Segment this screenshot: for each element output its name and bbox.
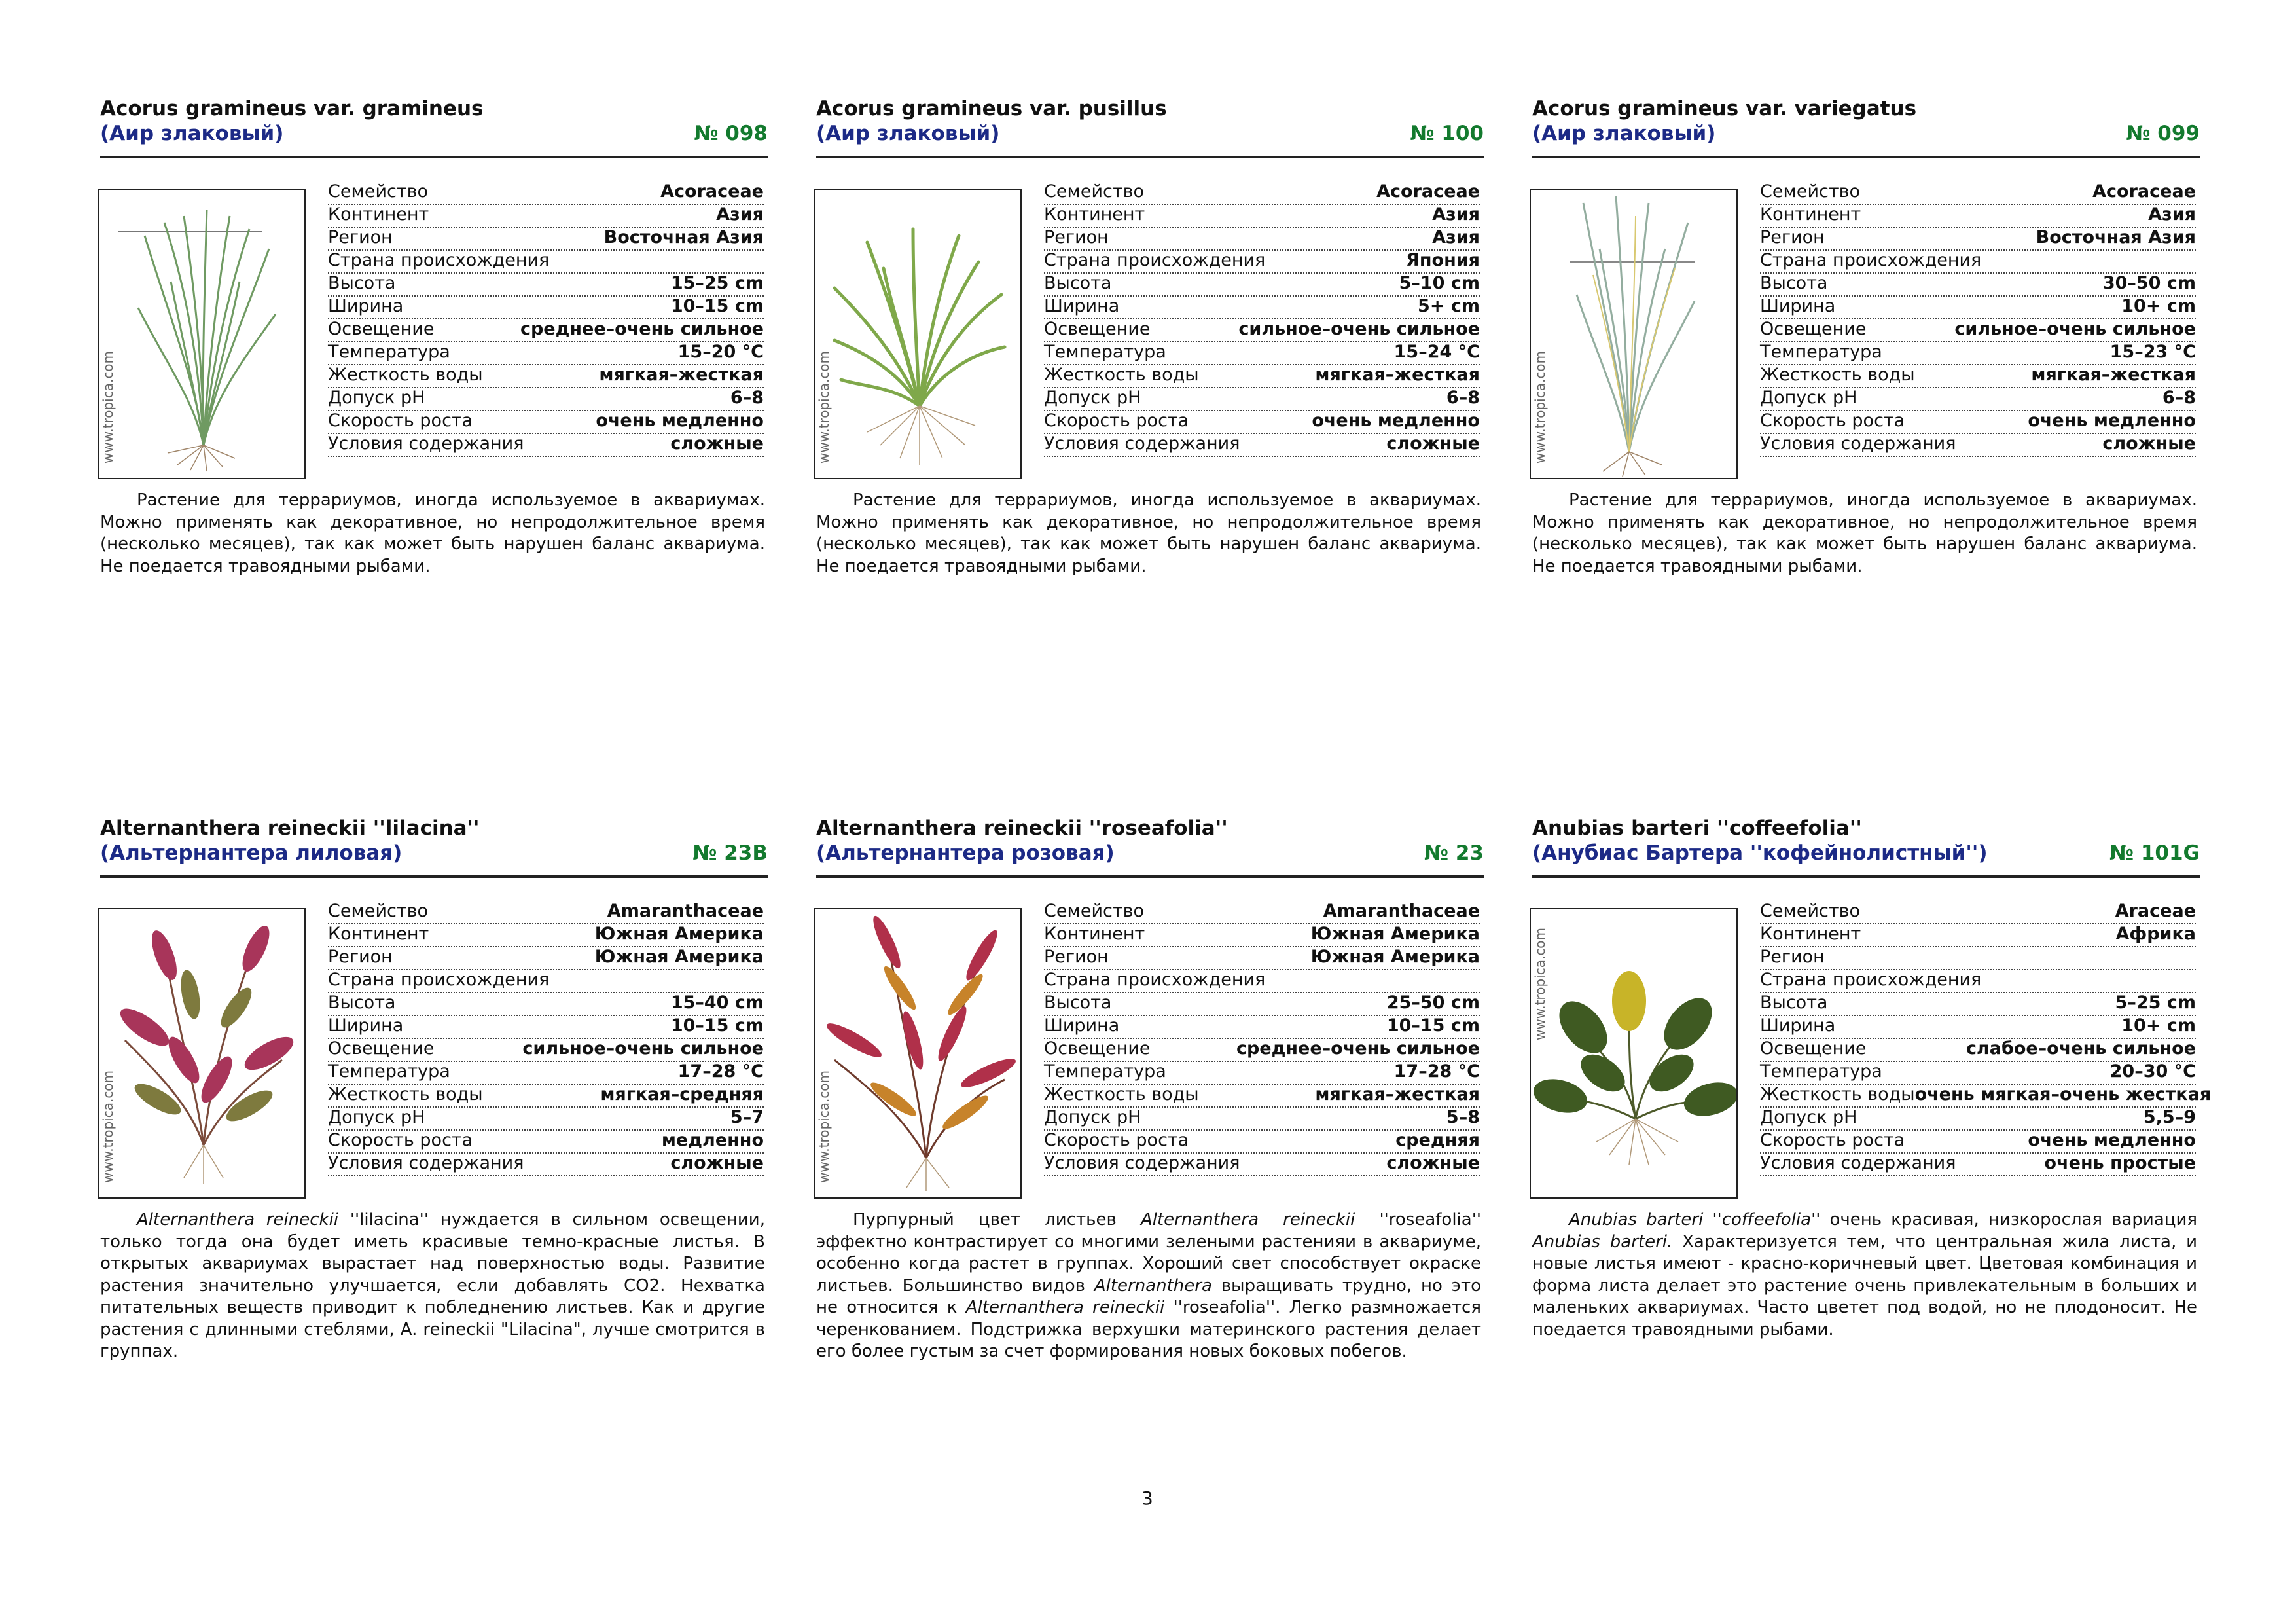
fact-label: Жесткость воды: [328, 365, 483, 385]
fact-value: Восточная Азия: [603, 227, 764, 247]
fact-value: 15–20 °C: [677, 342, 764, 362]
fact-value: очень простые: [2044, 1153, 2196, 1173]
fact-label: Регион: [1044, 227, 1109, 247]
fact-row: [1044, 1016, 1480, 1039]
fact-label: Ширина: [1760, 296, 1836, 316]
fact-label: Температура: [1044, 1061, 1166, 1082]
fact-row: [328, 342, 764, 365]
fact-row: [328, 1154, 764, 1176]
fact-label: Жесткость воды: [1760, 1084, 1915, 1104]
fact-value: 5–7: [730, 1107, 764, 1127]
plant-card: [816, 815, 1484, 1361]
fact-value: Южная Америка: [1310, 924, 1480, 944]
fact-label: Регион: [1760, 947, 1825, 967]
latin-name: Alternanthera reineckii ''lilacina'': [100, 816, 480, 840]
fact-row: [328, 205, 764, 228]
fact-value: среднее–очень сильное: [520, 319, 764, 339]
fact-row: [328, 1085, 764, 1108]
watermark: www.tropica.com: [816, 350, 832, 464]
fact-value: сложные: [2102, 433, 2196, 454]
fact-row: [1044, 993, 1480, 1016]
title-row: [100, 122, 768, 158]
plant-photo: [98, 189, 306, 479]
title-row: [100, 841, 768, 878]
fact-row: [328, 365, 764, 388]
fact-row: [328, 924, 764, 947]
plant-photo: [814, 908, 1022, 1199]
fact-label: Скорость роста: [1044, 1130, 1189, 1150]
fact-label: Высота: [328, 993, 396, 1013]
fact-label: Семейство: [1760, 901, 1860, 921]
fact-value: слабое–очень сильное: [1965, 1038, 2196, 1059]
facts-table: [1760, 182, 2196, 457]
fact-label: Континент: [1044, 924, 1145, 944]
plant-photo: [814, 189, 1022, 479]
fact-value: Восточная Азия: [2036, 227, 2196, 247]
fact-row: [1044, 251, 1480, 274]
fact-value: 5–10 cm: [1399, 273, 1480, 293]
description-italic: Alternanthera reineckii: [965, 1298, 1165, 1317]
fact-label: Скорость роста: [1044, 410, 1189, 431]
fact-value: мягкая–жесткая: [1315, 365, 1480, 385]
description-italic: Anubias barteri ''coffeefolia'': [1569, 1210, 1821, 1230]
fact-value: Южная Америка: [594, 947, 764, 967]
fact-value: 15–25 cm: [670, 273, 764, 293]
fact-value: очень медленно: [1312, 410, 1480, 431]
fact-value: Африка: [2115, 924, 2196, 944]
fact-value: сложные: [670, 433, 764, 454]
fact-value: 10–15 cm: [670, 296, 764, 316]
fact-row: [1760, 970, 2196, 993]
fact-label: Условия содержания: [1760, 433, 1956, 454]
grass-plant-illustration: [99, 190, 304, 478]
fact-row: [1760, 182, 2196, 205]
fact-label: Семейство: [1760, 181, 1860, 202]
russian-name: (Альтернантера розовая): [816, 841, 1115, 865]
fact-label: Освещение: [1044, 319, 1151, 339]
fact-value: 20–30 °C: [2109, 1061, 2196, 1082]
fact-label: Условия содержания: [1760, 1153, 1956, 1173]
fact-value: сложные: [670, 1153, 764, 1173]
fact-value: Южная Америка: [1310, 947, 1480, 967]
fact-row: [1044, 342, 1480, 365]
fact-row: [1044, 434, 1480, 457]
fact-label: Жесткость воды: [1044, 1084, 1199, 1104]
description: [100, 1209, 765, 1363]
plant-card: [100, 815, 768, 1361]
fact-value: Acoraceae: [660, 181, 764, 202]
description-italic: Alternanthera reineckii: [1140, 1210, 1355, 1230]
fact-label: Ширина: [328, 296, 404, 316]
fact-value: сложные: [1386, 433, 1480, 454]
fact-label: Регион: [328, 947, 393, 967]
fact-value: 15–40 cm: [670, 993, 764, 1013]
fact-row: [1760, 228, 2196, 251]
description: Растение для террариумов, иногда используемое в аквариумах. Можно применять как декоративное, но непродолжительное время (несколько месяцев), так как может быть нарушен баланс аквариума. Не поедается травоядными рыбами.: [1532, 490, 2197, 576]
fact-label: Высота: [1760, 993, 1828, 1013]
fact-label: Континент: [328, 924, 429, 944]
fact-label: Допуск pH: [1044, 388, 1141, 408]
fact-label: Страна происхождения: [1760, 970, 1982, 990]
catalog-number: № 23: [1424, 841, 1484, 865]
fact-row: [1044, 365, 1480, 388]
fact-value: 10–15 cm: [1386, 1015, 1480, 1036]
fact-row: [1760, 947, 2196, 970]
fact-value: 17–28 °C: [677, 1061, 764, 1082]
fact-row: [1044, 1154, 1480, 1176]
fact-label: Семейство: [328, 181, 428, 202]
card-body: [100, 158, 768, 576]
fact-label: Ширина: [1760, 1015, 1836, 1036]
fact-row: [1760, 1084, 2212, 1108]
description-text: очень красивая, низкорослая вариация: [1820, 1210, 2197, 1230]
fact-row: [328, 388, 764, 411]
fact-label: Скорость роста: [328, 410, 473, 431]
fact-value: 5+ cm: [1418, 296, 1480, 316]
variegated-grass-illustration: [1531, 190, 1736, 478]
fact-value: 5–8: [1446, 1107, 1480, 1127]
card-body: [1532, 878, 2212, 1340]
description-italic: Anubias barteri.: [1532, 1231, 1673, 1252]
fact-row: [328, 1039, 764, 1062]
fact-row: [1760, 251, 2196, 274]
facts-table: [1760, 901, 2212, 1176]
fact-row: [1760, 411, 2196, 434]
fact-value: Acoraceae: [1376, 181, 1480, 202]
fact-label: Жесткость воды: [1760, 365, 1915, 385]
title-row: [816, 841, 1484, 878]
plant-photo: [1530, 189, 1738, 479]
fact-row: [1760, 993, 2196, 1016]
fact-label: Допуск pH: [328, 388, 425, 408]
fact-value: Азия: [1432, 204, 1480, 225]
fact-label: Высота: [1044, 993, 1112, 1013]
fact-row: [328, 993, 764, 1016]
fact-row: [1760, 1131, 2196, 1154]
facts-table: [1044, 182, 1480, 457]
fact-row: [1044, 319, 1480, 342]
fact-row: [1760, 274, 2196, 297]
description-text: ''roseafolia'' эффектно контрастирует со многими зелеными растенияи в аквариуме, особенно когда растет в группах. Хороший свет способствует окраске листьев. Большинство видов: [816, 1210, 1481, 1296]
description-text: ''roseafolia''. Легко размножается черенкованием. Подстрижка верхушки материнского растения делает его более густым за счет формирования новых боковых побегов.: [816, 1298, 1481, 1361]
fact-label: Допуск pH: [1760, 388, 1857, 408]
grass-tuft-illustration: [815, 190, 1020, 478]
watermark: www.tropica.com: [1532, 927, 1548, 1040]
fact-value: Япония: [1406, 250, 1480, 270]
fact-row: [328, 970, 764, 993]
fact-value: мягкая–жесткая: [1315, 1084, 1480, 1104]
fact-row: [1760, 434, 2196, 457]
fact-row: [1760, 902, 2196, 924]
fact-label: Страна происхождения: [1760, 250, 1982, 270]
fact-row: [1760, 205, 2196, 228]
card-body: [816, 158, 1484, 576]
fact-row: [328, 902, 764, 924]
fact-label: Освещение: [328, 1038, 435, 1059]
card-body: [1532, 158, 2200, 576]
description-text: ''lilacina'' нуждается в сильном освещении, только тогда она будет иметь красивые темно-красные листья. В открытых аквариумах вырастает над поверхностью воды. Развитие растения значительно улучшается, если добавлять CO2. Нехватка питательных веществ приводит к побледнению листьев. Как и другие растения с длинными стеблями, A. reineckii "Lilacina", лучше смотрится в группах.: [100, 1210, 765, 1361]
watermark: www.tropica.com: [1532, 350, 1548, 464]
fact-label: Страна происхождения: [328, 970, 550, 990]
fact-value: медленно: [661, 1130, 764, 1150]
plant-photo: [98, 908, 306, 1199]
fact-row: [1044, 1131, 1480, 1154]
fact-row: [1760, 1108, 2196, 1131]
page-number: 3: [1141, 1487, 1153, 1509]
latin-name: Anubias barteri ''coffeefolia'': [1532, 816, 1862, 840]
fact-label: Температура: [328, 342, 450, 362]
fact-row: [1760, 319, 2196, 342]
plant-card: [1532, 96, 2200, 576]
fact-row: [1760, 365, 2196, 388]
plant-card: [816, 96, 1484, 576]
fact-value: Южная Америка: [594, 924, 764, 944]
fact-value: мягкая–жесткая: [2031, 365, 2196, 385]
fact-value: 17–28 °C: [1393, 1061, 1480, 1082]
fact-row: [328, 1131, 764, 1154]
fact-row: [1044, 205, 1480, 228]
russian-name: (Аир злаковый): [1532, 122, 1716, 145]
fact-value: сильное–очень сильное: [522, 1038, 764, 1059]
pink-leaf-plant-illustration: [815, 909, 1020, 1197]
catalog-number: № 23В: [692, 841, 768, 865]
fact-value: Amaranthaceae: [1323, 901, 1480, 921]
fact-row: [1044, 970, 1480, 993]
fact-label: Освещение: [328, 319, 435, 339]
fact-label: Условия содержания: [328, 433, 524, 454]
anubias-illustration: [1531, 909, 1736, 1197]
watermark: www.tropica.com: [100, 1070, 116, 1183]
description-text: выращивать трудно, но это не относится к: [816, 1275, 1481, 1317]
fact-value: Азия: [1432, 227, 1480, 247]
facts-table: [328, 182, 764, 457]
description: Растение для террариумов, иногда используемое в аквариумах. Можно применять как декоративное, но непродолжительное время (несколько месяцев), так как может быть нарушен баланс аквариума. Не поедается травоядными рыбами.: [816, 490, 1481, 576]
fact-label: Континент: [1760, 204, 1861, 225]
fact-label: Ширина: [328, 1015, 404, 1036]
russian-name: (Альтернантера лиловая): [100, 841, 403, 865]
fact-row: [328, 411, 764, 434]
fact-row: [1760, 924, 2196, 947]
fact-label: Условия содержания: [328, 1153, 524, 1173]
fact-value: 6–8: [730, 388, 764, 408]
fact-row: [1044, 297, 1480, 319]
fact-value: Азия: [716, 204, 764, 225]
fact-value: очень мягкая–очень жесткая: [1914, 1084, 2212, 1104]
fact-label: Континент: [1760, 924, 1861, 944]
latin-name: Acorus gramineus var. variegatus: [1532, 97, 1917, 120]
fact-value: сложные: [1386, 1153, 1480, 1173]
fact-label: Температура: [1760, 1061, 1882, 1082]
latin-name: Alternanthera reineckii ''roseafolia'': [816, 816, 1228, 840]
catalog-number: № 099: [2126, 122, 2200, 145]
fact-label: Ширина: [1044, 1015, 1120, 1036]
fact-label: Освещение: [1760, 319, 1867, 339]
fact-row: [328, 274, 764, 297]
catalog-number: № 100: [1410, 122, 1484, 145]
fact-label: Жесткость воды: [1044, 365, 1199, 385]
fact-label: Ширина: [1044, 296, 1120, 316]
fact-label: Семейство: [1044, 181, 1144, 202]
fact-row: [1044, 902, 1480, 924]
fact-row: [1044, 274, 1480, 297]
description-text: Пурпурный цвет листьев: [853, 1210, 1141, 1230]
plant-photo: [1530, 908, 1738, 1199]
title-row: [816, 122, 1484, 158]
fact-row: [328, 1108, 764, 1131]
fact-value: Araceae: [2115, 901, 2196, 921]
fact-value: среднее–очень сильное: [1236, 1038, 1480, 1059]
description-italic: Alternanthera reineckii: [137, 1210, 339, 1230]
fact-label: Страна происхождения: [1044, 970, 1266, 990]
russian-name: (Аир злаковый): [100, 122, 284, 145]
fact-row: [1760, 1039, 2196, 1062]
fact-label: Страна происхождения: [328, 250, 550, 270]
russian-name: (Аир злаковый): [816, 122, 1000, 145]
latin-name: Acorus gramineus var. pusillus: [816, 97, 1167, 120]
fact-row: [1044, 228, 1480, 251]
fact-row: [1044, 924, 1480, 947]
fact-value: мягкая–жесткая: [599, 365, 764, 385]
fact-row: [1760, 1016, 2196, 1039]
fact-row: [1760, 342, 2196, 365]
facts-table: [328, 902, 764, 1176]
fact-row: [1760, 388, 2196, 411]
description: [1532, 1209, 2197, 1341]
fact-value: очень медленно: [2028, 410, 2196, 431]
fact-label: Условия содержания: [1044, 1153, 1240, 1173]
fact-row: [1760, 1062, 2196, 1085]
fact-label: Высота: [1760, 273, 1828, 293]
fact-label: Допуск pH: [1044, 1107, 1141, 1127]
fact-row: [1044, 1085, 1480, 1108]
description: [816, 1209, 1481, 1363]
fact-value: сильное–очень сильное: [1238, 319, 1480, 339]
latin-name: Acorus gramineus var. gramineus: [100, 97, 484, 120]
fact-row: [328, 434, 764, 457]
fact-label: Регион: [328, 227, 393, 247]
fact-row: [1044, 1062, 1480, 1085]
fact-row: [328, 319, 764, 342]
fact-label: Страна происхождения: [1044, 250, 1266, 270]
fact-row: [1044, 1039, 1480, 1062]
fact-value: 25–50 cm: [1386, 993, 1480, 1013]
watermark: www.tropica.com: [816, 1070, 832, 1183]
fact-label: Допуск pH: [1760, 1107, 1857, 1127]
description: Растение для террариумов, иногда используемое в аквариумах. Можно применять как декоративное, но непродолжительное время (несколько месяцев), так как может быть нарушен баланс аквариума. Не поедается травоядными рыбами.: [100, 490, 765, 576]
fact-label: Регион: [1044, 947, 1109, 967]
fact-value: 5,5–9: [2143, 1107, 2196, 1127]
fact-value: 15–24 °C: [1393, 342, 1480, 362]
watermark: www.tropica.com: [100, 350, 116, 464]
fact-row: [1044, 388, 1480, 411]
fact-label: Высота: [1044, 273, 1112, 293]
fact-label: Освещение: [1760, 1038, 1867, 1059]
plant-card: [1532, 815, 2212, 1340]
fact-label: Допуск pH: [328, 1107, 425, 1127]
fact-label: Континент: [328, 204, 429, 225]
fact-label: Условия содержания: [1044, 433, 1240, 454]
fact-value: 10–15 cm: [670, 1015, 764, 1036]
facts-table: [1044, 902, 1480, 1176]
card-body: [100, 878, 768, 1361]
fact-row: [328, 251, 764, 274]
fact-value: средняя: [1395, 1130, 1480, 1150]
fact-row: [328, 947, 764, 970]
fact-value: 30–50 cm: [2102, 273, 2196, 293]
fact-value: мягкая–средняя: [600, 1084, 764, 1104]
fact-row: [1044, 1108, 1480, 1131]
fact-value: 6–8: [1446, 388, 1480, 408]
fact-label: Освещение: [1044, 1038, 1151, 1059]
fact-label: Скорость роста: [328, 1130, 473, 1150]
fact-row: [1760, 1154, 2196, 1176]
fact-value: очень медленно: [2028, 1130, 2196, 1150]
red-leaf-plant-illustration: [99, 909, 304, 1197]
plant-card: [100, 96, 768, 576]
fact-value: 6–8: [2162, 388, 2196, 408]
fact-label: Скорость роста: [1760, 410, 1905, 431]
fact-row: [328, 1016, 764, 1039]
fact-value: 5–25 cm: [2115, 993, 2196, 1013]
fact-row: [1044, 947, 1480, 970]
fact-label: Высота: [328, 273, 396, 293]
fact-label: Жесткость воды: [328, 1084, 483, 1104]
card-body: [816, 878, 1484, 1361]
fact-value: 10+ cm: [2121, 1015, 2196, 1036]
fact-value: Азия: [2148, 204, 2196, 225]
fact-row: [1044, 182, 1480, 205]
fact-label: Регион: [1760, 227, 1825, 247]
fact-value: сильное–очень сильное: [1954, 319, 2196, 339]
catalog-number: № 098: [694, 122, 768, 145]
fact-row: [1044, 411, 1480, 434]
fact-label: Континент: [1044, 204, 1145, 225]
russian-name: (Анубиас Бартера ''кофейнолистный''): [1532, 841, 1988, 865]
catalog-number: № 101G: [2109, 841, 2200, 865]
fact-label: Скорость роста: [1760, 1130, 1905, 1150]
title-row: [1532, 122, 2200, 158]
fact-row: [328, 228, 764, 251]
fact-value: 10+ cm: [2121, 296, 2196, 316]
fact-label: Семейство: [1044, 901, 1144, 921]
fact-value: 15–23 °C: [2109, 342, 2196, 362]
fact-value: Amaranthaceae: [607, 901, 764, 921]
description-text: Характеризуется тем, что центральная жила листа, и новые листья имеют - красно-коричневый цвет. Цветовая комбинация и форма листа делает это растение очень привлекательным в больших и маленьких аквариумах. Часто цветет под водой, но не плодоносит. Не поедается травоядными рыбами.: [1532, 1231, 2197, 1340]
fact-label: Семейство: [328, 901, 428, 921]
fact-row: [328, 1062, 764, 1085]
fact-label: Температура: [1044, 342, 1166, 362]
fact-label: Температура: [328, 1061, 450, 1082]
fact-value: Acoraceae: [2092, 181, 2196, 202]
fact-row: [328, 297, 764, 319]
title-row: [1532, 841, 2200, 878]
fact-label: Температура: [1760, 342, 1882, 362]
fact-row: [328, 182, 764, 205]
description-italic: Alternanthera: [1094, 1275, 1212, 1296]
fact-value: очень медленно: [596, 410, 764, 431]
fact-row: [1760, 297, 2196, 319]
